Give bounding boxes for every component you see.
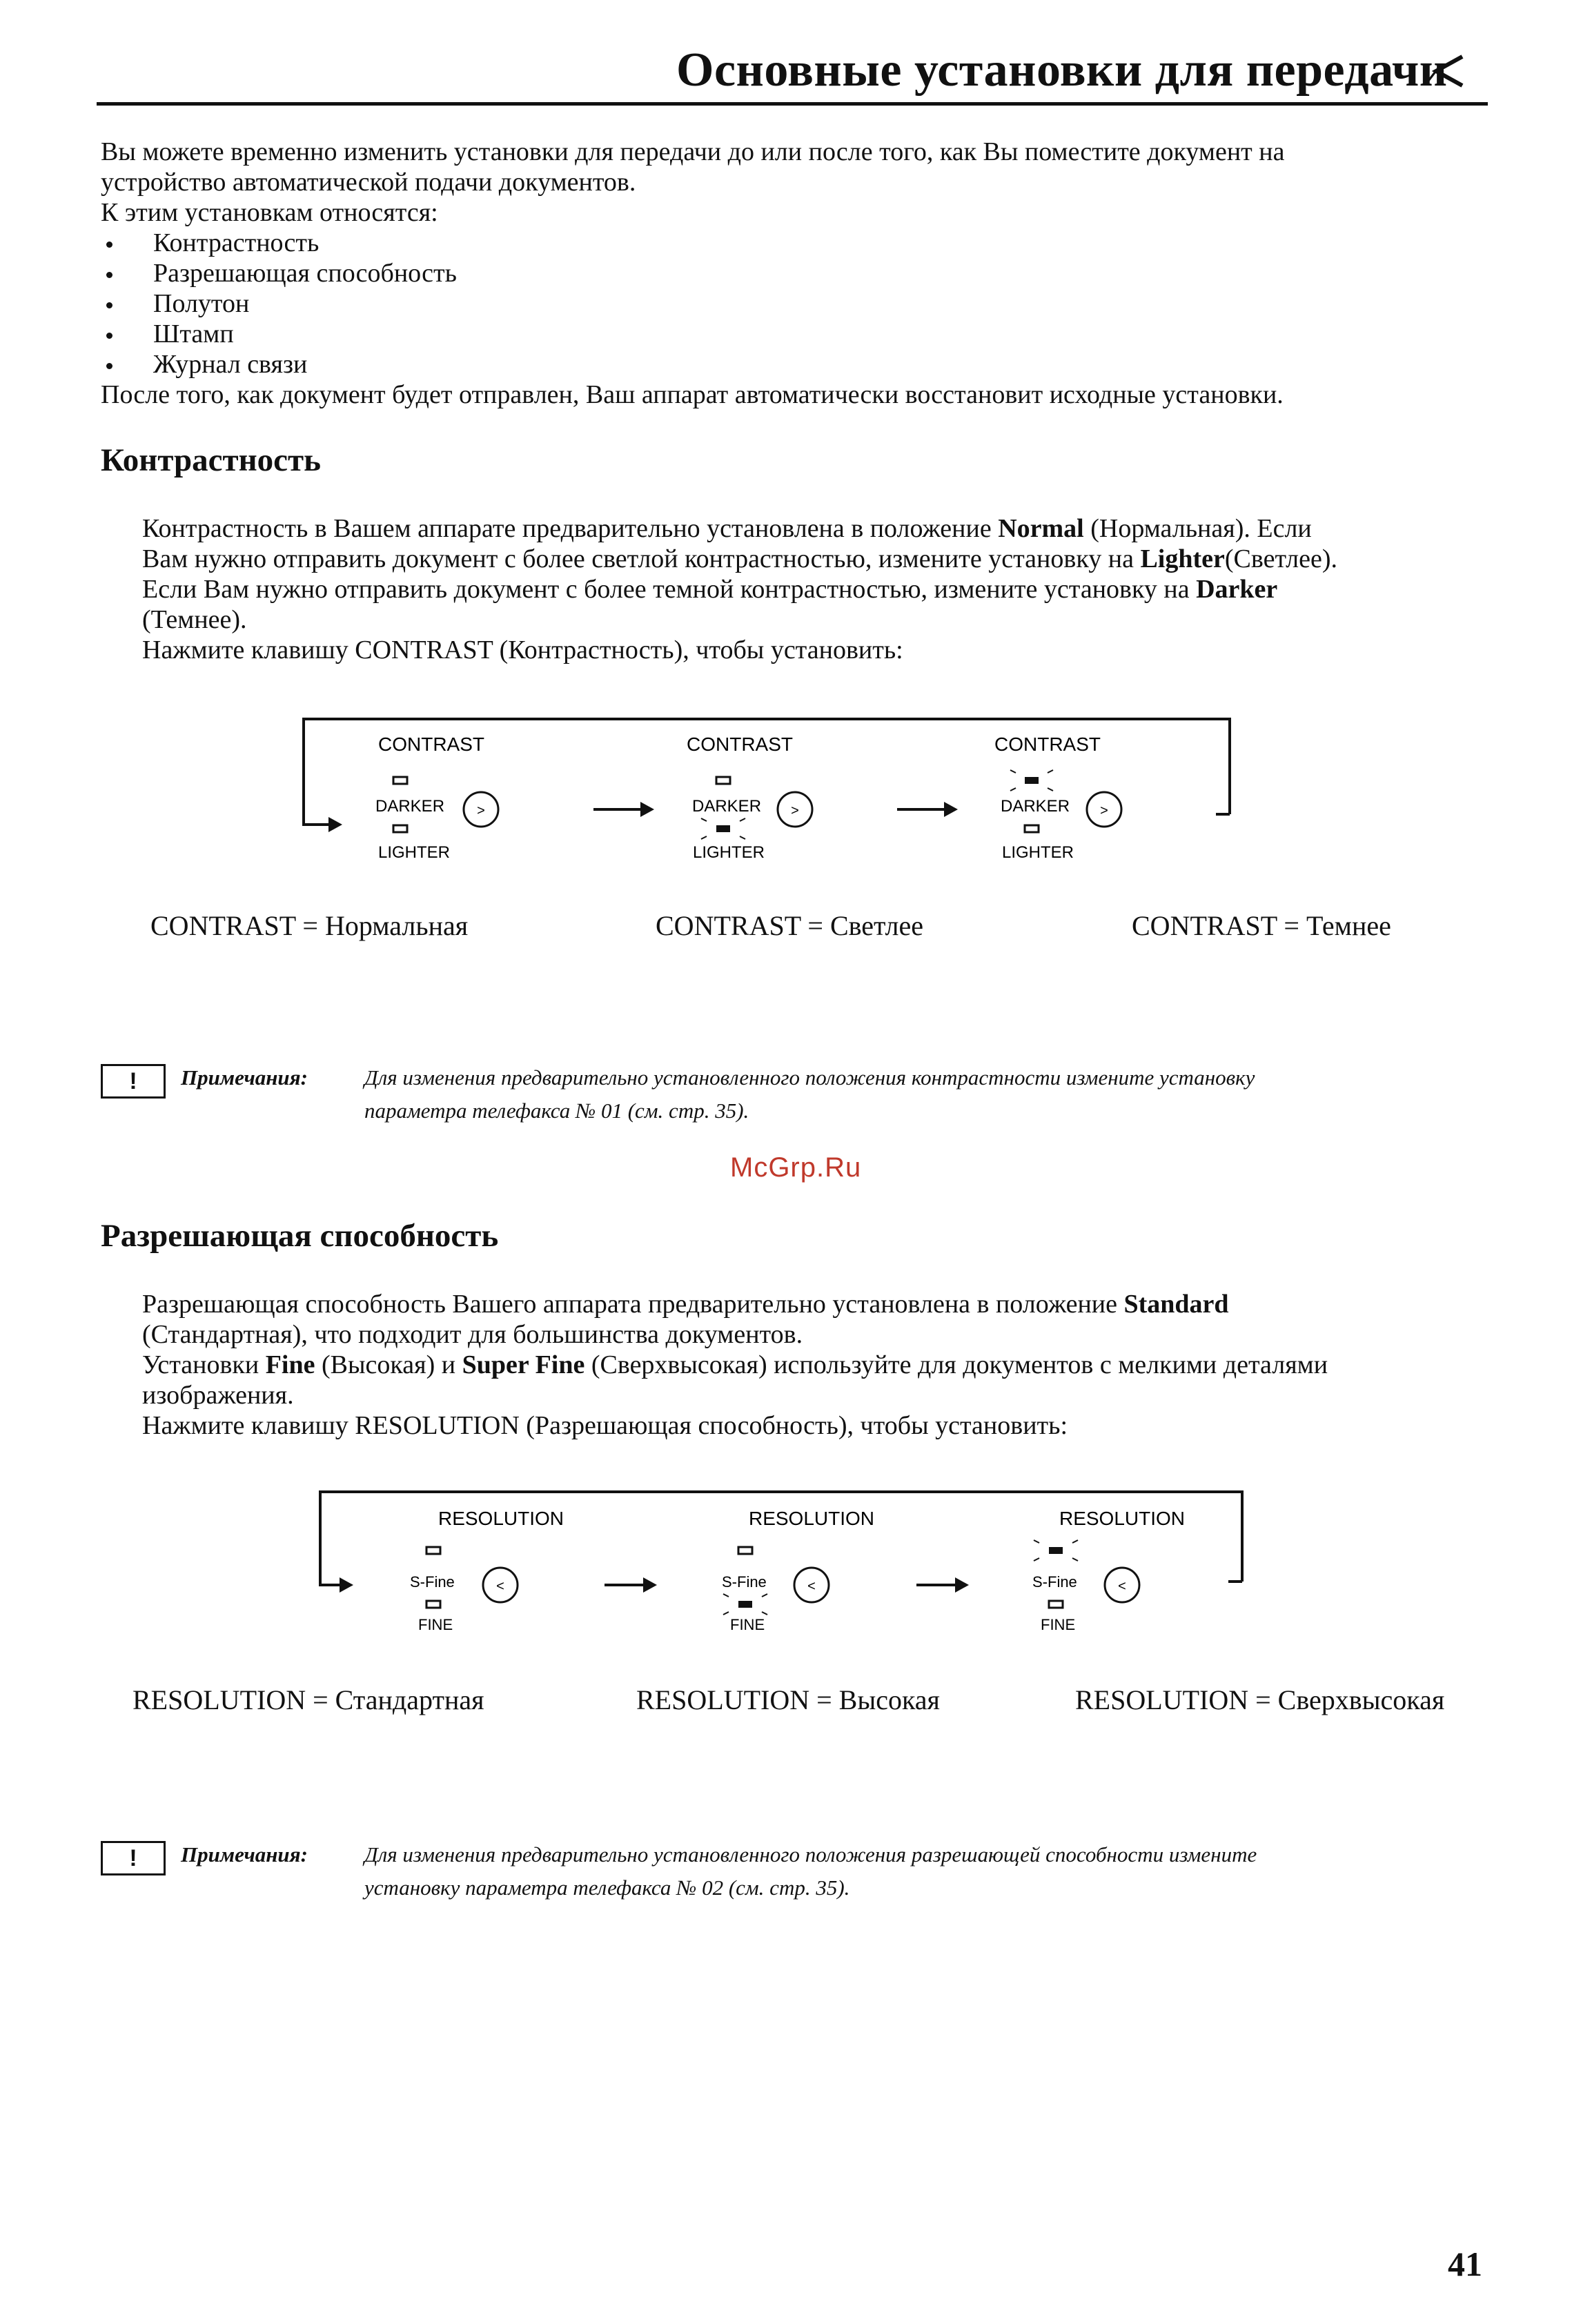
resolution-caption: RESOLUTION = Сверхвысокая [1075,1684,1445,1715]
title-rule [97,102,1488,106]
watermark: McGrp.Ru [730,1152,862,1183]
loop-arrow-icon [328,817,342,832]
svg-text:>: > [791,803,799,818]
list-item: Журнал связи [101,349,1488,380]
svg-text:>: > [1100,803,1108,818]
intro-paragraph: После того, как документ будет отправлен, Ваш аппарат автоматически восстановит исходные установки. [101,380,1284,409]
note-label: Примечания: [181,1065,308,1090]
arrow-right-icon [944,802,958,817]
svg-text:LIGHTER: LIGHTER [693,843,765,862]
darker-led-icon [716,777,730,784]
contrast-caption: CONTRAST = Нормальная [150,910,469,941]
svg-text:DARKER: DARKER [692,797,762,816]
svg-text:RESOLUTION: RESOLUTION [438,1508,564,1529]
list-item: Контрастность [101,228,1488,258]
arrow-right-icon [643,1577,657,1593]
loop-arrow-icon [340,1577,353,1593]
svg-text:CONTRAST: CONTRAST [994,733,1101,755]
resolution-panel-standard [410,1508,564,1633]
sfine-led-icon [426,1547,440,1554]
contrast-text: Контрастность в Вашем аппарате предварительно установлена в положение Normal (Нормальная). Если Вам нужно отправить документ с более светлой контрастностью, измените установку на Lighter(Светлее). Если Вам нужно отправить документ с более темной контрастностью, измените установку на Darker (Темнее). Нажмите клавишу CONTRAST (Контрастность), чтобы установить: [142,514,1337,664]
svg-text:<: < [496,1579,504,1594]
svg-text:CONTRAST: CONTRAST [378,733,484,755]
intro-paragraph: устройство автоматической подачи документов. [101,168,636,197]
lighter-led-icon [393,825,407,832]
page-title: Основные установки для передачи [676,43,1448,97]
contrast-panel-normal [375,733,498,862]
contrast-caption: CONTRAST = Темнее [1132,910,1391,941]
note-label: Примечания: [181,1842,308,1867]
settings-list [101,228,1488,380]
resolution-heading: Разрешающая способность [101,1218,499,1254]
intro-paragraph: К этим установкам относятся: [101,198,438,227]
contrast-heading: Контрастность [101,442,321,478]
list-item: Разрешающая способность [101,258,1488,288]
contrast-panel-darker [994,733,1121,862]
cycle-loop-line [320,1492,1242,1582]
svg-text:FINE: FINE [1041,1616,1076,1633]
contrast-note: Для изменения предварительно установленного положения контрастности измените установку параметра телефакса № 01 (см. стр. 35). [364,1065,1255,1123]
resolution-diagram [309,1485,1261,1657]
sfine-led-icon [738,1547,752,1554]
list-item: Полутон [101,288,1488,319]
resolution-note: Для изменения предварительно установленного положения разрешающей способности измените установку параметра телефакса № 02 (см. стр. 35). [364,1842,1257,1900]
resolution-text: Разрешающая способность Вашего аппарата предварительно установлена в положение Standard (Стандартная), что подходит для большинства документов. Установки Fine (Высокая) и Super Fine (Сверхвысокая) используйте для документов с мелкими деталями изображения. Нажмите клавишу RESOLUTION (Разрешающая способность), чтобы установить: [142,1290,1328,1440]
resolution-panel-fine [722,1508,874,1633]
svg-text:S-Fine: S-Fine [410,1573,455,1591]
section-marker-icon [1432,54,1466,88]
svg-text:>: > [477,803,485,818]
contrast-diagram [290,711,1256,883]
svg-text:RESOLUTION: RESOLUTION [1059,1508,1186,1529]
resolution-caption: RESOLUTION = Стандартная [132,1684,484,1715]
contrast-caption: CONTRAST = Светлее [656,910,924,941]
svg-text:S-Fine: S-Fine [1032,1573,1077,1591]
svg-text:FINE: FINE [418,1616,453,1633]
darker-led-icon [393,777,407,784]
note-marker-icon: ! [101,1064,166,1099]
note-marker-icon: ! [101,1841,166,1875]
sfine-led-lit-icon [1049,1547,1063,1554]
lighter-led-lit-icon [716,825,730,832]
svg-text:DARKER: DARKER [1001,797,1070,816]
intro-text [101,137,1488,410]
svg-text:DARKER: DARKER [375,797,445,816]
fine-led-icon [426,1601,440,1608]
svg-text:<: < [1118,1579,1126,1594]
resolution-caption: RESOLUTION = Высокая [636,1684,940,1715]
svg-text:CONTRAST: CONTRAST [687,733,793,755]
arrow-right-icon [640,802,654,817]
darker-led-lit-icon [1025,777,1039,784]
fine-led-lit-icon [738,1601,752,1608]
contrast-panel-lighter [687,733,812,862]
svg-text:LIGHTER: LIGHTER [1002,843,1074,862]
svg-text:LIGHTER: LIGHTER [378,843,451,862]
svg-text:FINE: FINE [730,1616,765,1633]
arrow-right-icon [955,1577,969,1593]
svg-text:S-Fine: S-Fine [722,1573,767,1591]
page-number: 41 [1448,2245,1482,2283]
resolution-panel-superfine [1032,1508,1185,1633]
lighter-led-icon [1025,825,1039,832]
fine-led-icon [1049,1601,1063,1608]
list-item: Штамп [101,319,1488,349]
svg-text:<: < [807,1579,816,1594]
intro-paragraph: Вы можете временно изменить установки для передачи до или после того, как Вы поместите документ на [101,137,1285,166]
svg-text:RESOLUTION: RESOLUTION [748,1508,875,1529]
